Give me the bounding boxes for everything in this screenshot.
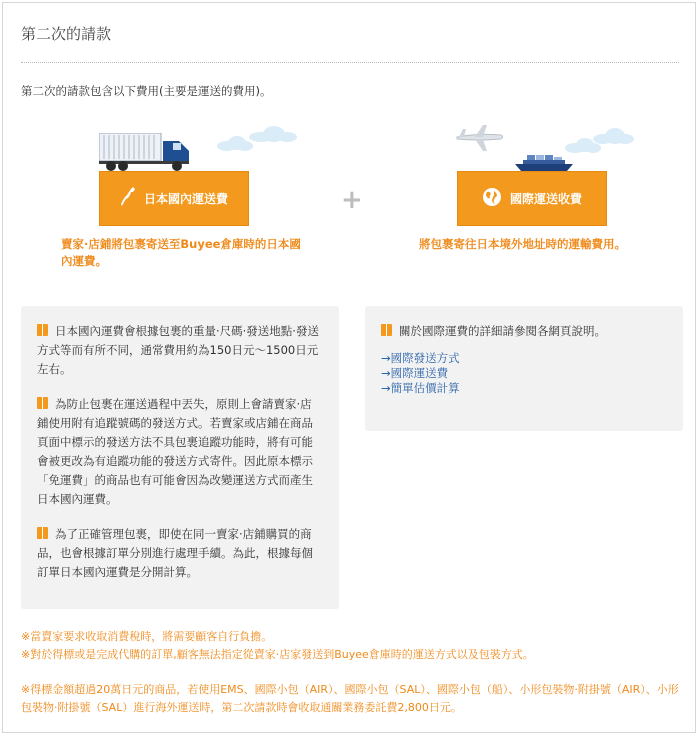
truck-icon [99, 133, 191, 173]
plane-icon [455, 123, 505, 153]
link-simple-estimate[interactable]: →簡單估價計算 [381, 381, 460, 395]
international-shipping-box [457, 171, 607, 226]
page-title: 第二次的請款 [21, 25, 112, 43]
ship-icon [513, 153, 575, 173]
info-paragraph [37, 525, 323, 582]
cloud-icon [591, 127, 635, 145]
info-paragraph [381, 322, 667, 341]
info-paragraph [37, 322, 323, 379]
note-customs-fee: ※得標金額超過20萬日元的商品，若使用EMS、國際小包（AIR）、國際小包（SAL）、國際小包（船）、小形包裝物·附掛號（AIR）、小形包裝物·附掛號（SAL）進行海外運送時，第二次請款時會收取通關業務委託費2,800日元。 [21, 683, 679, 714]
info-text: 關於國際運費的詳細請參閱各網頁說明。 [399, 324, 606, 338]
link-international-shipping-methods[interactable]: →國際發送方式 [381, 351, 460, 365]
domestic-shipping-box [99, 171, 249, 226]
note-shipping-method: ※對於得標或是完成代購的訂單,顧客無法指定從賣家·店家發送到Buyee倉庫時的運送方式以及包裝方式。 [21, 648, 534, 661]
book-icon [37, 527, 48, 539]
cloud-icon [247, 125, 299, 143]
international-shipping-desc: 將包裹寄往日本境外地址時的運輸費用。 [419, 237, 626, 251]
info-text: 日本國內運費會根據包裹的重量·尺碼·發送地點·發送方式等而有所不同，通常費用約為150日元～1500日元左右。 [37, 324, 319, 376]
title-divider [21, 62, 679, 63]
info-text: 為了正確管理包裹，即使在同一賣家·店鋪購買的商品，也會根據訂單分別進行處理手續。為此，根據每個訂單日本國內運費是分開計算。 [37, 527, 313, 579]
plus-sign: + [341, 185, 363, 215]
content-frame [2, 2, 696, 733]
link-list [381, 351, 667, 396]
link-international-shipping-fees[interactable]: →國際運送費 [381, 366, 449, 380]
domestic-info-panel [21, 306, 339, 609]
domestic-shipping-desc: 賣家·店鋪將包裹寄送至Buyee倉庫時的日本國內運費。 [61, 237, 301, 268]
intro-text: 第二次的請款包含以下費用(主要是運送的費用)。 [21, 84, 272, 98]
japan-map-icon [120, 186, 136, 211]
globe-icon [482, 187, 502, 210]
book-icon [381, 324, 392, 336]
domestic-shipping-label: 日本國內運送費 [143, 192, 228, 206]
international-shipping-label: 國際運送收費 [509, 192, 582, 206]
international-info-panel [365, 306, 683, 431]
info-paragraph [37, 395, 323, 509]
book-icon [37, 397, 48, 409]
info-text: 為防止包裹在運送過程中丟失，原則上會請賣家·店鋪使用附有追蹤號碼的發送方式。若賣家或店鋪在商品頁面中標示的發送方法不具包裹追蹤功能時，將有可能會被更改為有追蹤功能的發送方式寄件。因此原本標示「免運費」的商品也有可能會因為改變運送方式而產生日本國內運費。 [37, 397, 313, 506]
note-consumption-tax: ※當賣家要求收取消費稅時，將需要顧客自行負擔。 [21, 630, 273, 643]
book-icon [37, 324, 48, 336]
